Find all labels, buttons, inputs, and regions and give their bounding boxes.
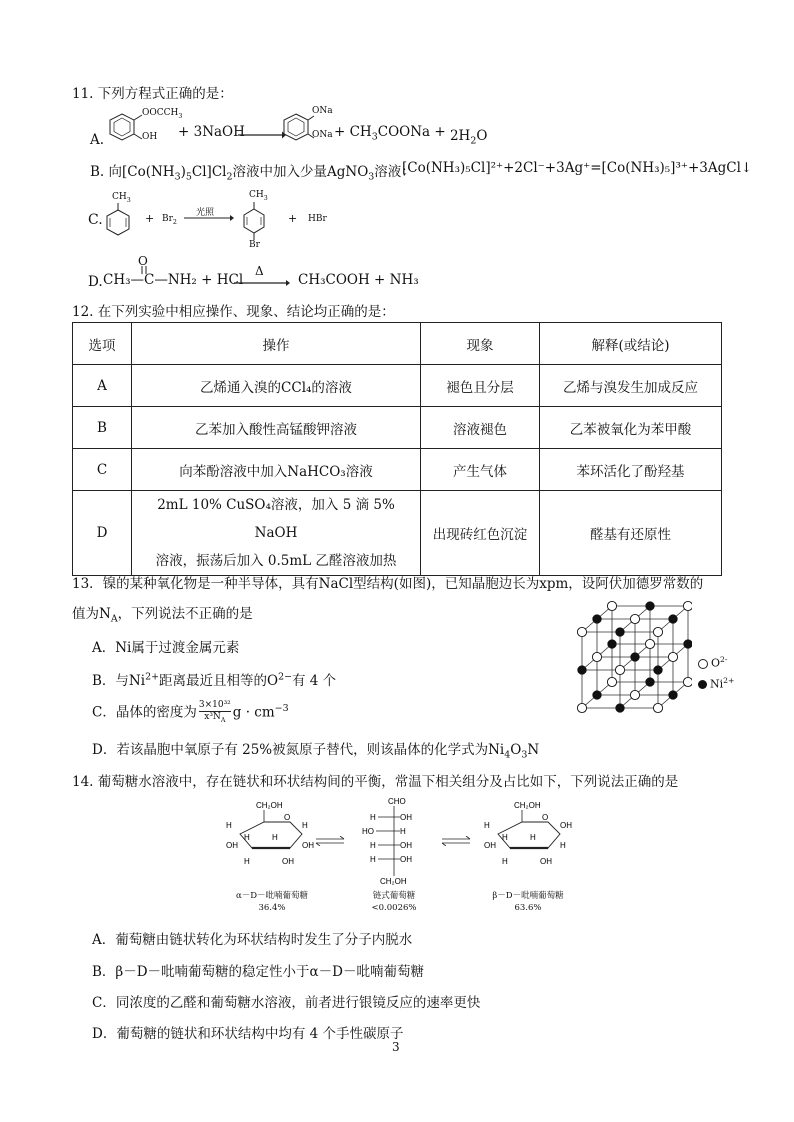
alpha-d-glucopyranose-structure <box>222 798 322 878</box>
equilibrium-arrow-icon <box>440 836 472 846</box>
table-row <box>73 449 722 491</box>
q11-c-ch3-2: $CH_3$ <box>249 190 268 202</box>
q11-a-oocch3: $OOCCH_3$ <box>142 108 183 120</box>
svg-text:CH₂OH: CH₂OH <box>514 801 541 810</box>
col-header-operation: 操作 <box>132 323 421 365</box>
q11-c-br: Br <box>249 240 260 250</box>
cell-phenomenon: 出现砖红色沉淀 <box>421 491 540 576</box>
nickel-ion-atom <box>646 678 654 686</box>
q13-option-a: A．Ni属于过渡金属元素 <box>92 640 240 656</box>
q11-c-plus2: + <box>288 212 298 225</box>
q11-a-oh: OH <box>142 132 158 142</box>
q11-d-label: D. <box>88 274 103 290</box>
oxide-ion-atom <box>592 652 601 661</box>
svg-text:H: H <box>502 833 508 842</box>
q12-stem: 12. 在下列实验中相应操作、现象、结论均正确的是： <box>72 304 395 320</box>
legend-oxide: $O^{2-}$ <box>698 655 728 670</box>
black-circle-icon <box>698 680 707 689</box>
q11-stem: 11. 下列方程式正确的是： <box>72 86 233 102</box>
q11-b: B. 向$[Co(NH_3)_5Cl]Cl_2$溶液中加入少量AgNO$_3$溶液： <box>90 164 415 183</box>
q14-option-a: A．葡萄糖由链状转化为环状结构时发生了分子内脱水 <box>92 932 413 948</box>
q11-d-oxygen: O <box>138 254 148 268</box>
alpha-caption: α－D－吡喃葡萄糖 36.4% <box>235 891 309 913</box>
cell-option: C <box>73 449 132 491</box>
svg-text:O: O <box>542 813 549 822</box>
q14-option-c: C．同浓度的乙醛和葡萄糖水溶液，前者进行银镜反应的速率更快 <box>92 995 481 1011</box>
nickel-ion-atom <box>631 653 639 661</box>
svg-text:OH: OH <box>226 841 238 850</box>
legend-nickel: $Ni^{2+}$ <box>698 676 735 691</box>
oxide-ion-atom <box>645 639 654 648</box>
nickel-ion-atom <box>646 602 654 610</box>
oxide-ion-atom <box>653 703 662 712</box>
nickel-ion-atom <box>608 640 616 648</box>
svg-text:OH: OH <box>400 855 412 864</box>
svg-text:OH: OH <box>540 857 552 866</box>
q12-table <box>72 322 722 576</box>
nickel-ion-atom <box>616 628 624 636</box>
cell-phenomenon: 褪色且分层 <box>421 365 540 407</box>
cell-conclusion: 醛基有还原性 <box>540 491 722 576</box>
col-header-option: 选项 <box>73 323 132 365</box>
svg-text:OH: OH <box>560 821 572 830</box>
cell-option: D <box>73 491 132 576</box>
oxide-ion-atom <box>683 677 692 686</box>
oxide-ion-atom <box>607 677 616 686</box>
svg-text:H: H <box>272 833 278 842</box>
reaction-arrow-icon <box>238 130 286 140</box>
oxide-ion-atom <box>607 601 616 610</box>
q11-c-br2: $Br_2$ <box>162 214 177 226</box>
oxide-ion-atom <box>577 703 586 712</box>
q13-stem-line1: 13．镍的某种氧化物是一种半导体，具有NaCl型结构(如图)，已知晶胞边长为xpm，设阿伏加德罗常数的 <box>72 576 704 592</box>
table-row <box>73 491 722 576</box>
svg-text:OH: OH <box>484 841 496 850</box>
q11-c-condition: 光照 <box>196 208 215 218</box>
equilibrium-arrow-icon <box>314 836 346 846</box>
cell-operation: 2mL 10% CuSO₄溶液，加入 5 滴 5% NaOH 溶液，振荡后加入 0.5mL 乙醛溶液加热 <box>132 491 421 576</box>
q11-d-delta: Δ <box>255 264 264 278</box>
q11-a-naoh: + 3NaOH <box>178 124 245 140</box>
svg-text:H: H <box>370 841 376 850</box>
nickel-ion-atom <box>669 691 677 699</box>
page-number: 3 <box>392 1040 400 1054</box>
cell-phenomenon: 溶液褪色 <box>421 407 540 449</box>
q11-a-ona-1: ONa <box>312 106 333 116</box>
svg-text:H: H <box>302 821 308 830</box>
nacl-crystal-lattice-figure <box>572 596 692 722</box>
svg-text:H: H <box>244 833 250 842</box>
svg-text:H: H <box>560 841 566 850</box>
q14-option-d: D．葡萄糖的链状和环状结构中均有 4 个手性碳原子 <box>92 1026 404 1042</box>
col-header-conclusion: 解释(或结论) <box>540 323 722 365</box>
svg-text:CHO: CHO <box>388 797 406 806</box>
q11-c-hbr: HBr <box>308 214 327 224</box>
q11-b-equation: [Co(NH₃)₅Cl]²⁺+2Cl⁻+3Ag⁺=[Co(NH₃)₅]³⁺+3AgCl↓ <box>402 160 753 176</box>
svg-text:CH₂OH: CH₂OH <box>380 877 407 886</box>
reaction-arrow-icon <box>184 214 234 222</box>
oxide-ion-atom <box>630 690 639 699</box>
svg-text:H: H <box>226 821 232 830</box>
q13-option-b: B．与$Ni^{2+}$距离最近且相等的$O^{2-}$有 4 个 <box>92 671 337 689</box>
svg-text:H: H <box>370 813 376 822</box>
q11-c-ch3-1: $CH_3$ <box>112 192 131 204</box>
q13-stem-line2: 值为$N_A$，下列说法不正确的是 <box>72 606 253 625</box>
cell-conclusion: 苯环活化了酚羟基 <box>540 449 722 491</box>
svg-text:H: H <box>502 857 508 866</box>
cell-option: B <box>73 407 132 449</box>
cell-option: A <box>73 365 132 407</box>
q13-option-c: C．晶体的密度为 $\frac{\text{3×10³²}}{x^3N_A}$ $g \cdot cm^{-3}$ <box>92 700 289 724</box>
white-circle-icon <box>698 659 708 669</box>
q11-a-products: + $CH_3COONa + 2H_2O$ <box>334 124 488 147</box>
beta-caption: β－D－吡喃葡萄糖 63.6% <box>492 891 564 913</box>
nickel-ion-atom <box>593 615 601 623</box>
table-row <box>73 407 722 449</box>
open-chain-glucose-structure <box>360 796 430 888</box>
beta-d-glucopyranose-structure <box>480 798 580 878</box>
oxide-ion-atom <box>683 601 692 610</box>
svg-text:CH₂OH: CH₂OH <box>256 801 283 810</box>
oxide-ion-atom <box>630 614 639 623</box>
q11-a-ona-2: ONa <box>312 130 333 140</box>
q11-c-plus1: + <box>145 212 155 225</box>
cell-conclusion: 乙苯被氧化为苯甲酸 <box>540 407 722 449</box>
q13-option-d: D．若该晶胞中氧原子有 25%被氮原子替代，则该晶体的化学式为$Ni_4O_3N$ <box>92 742 540 761</box>
q11-d-right: CH₃COOH + NH₃ <box>298 272 419 288</box>
svg-text:O: O <box>284 813 291 822</box>
q11-a-label: A. <box>90 132 105 148</box>
cell-conclusion: 乙烯与溴发生加成反应 <box>540 365 722 407</box>
nickel-ion-atom <box>593 691 601 699</box>
q11-d-left: CH₃—C—NH₂ + HCl <box>103 272 244 288</box>
nickel-ion-atom <box>684 640 692 648</box>
svg-text:OH: OH <box>282 857 294 866</box>
cell-operation: 乙烯通入溴的CCl₄的溶液 <box>132 365 421 407</box>
svg-text:OH: OH <box>400 813 412 822</box>
q14-stem: 14. 葡萄糖水溶液中，存在链状和环状结构间的平衡，常温下相关组分及占比如下，下列说法正确的是 <box>72 774 679 790</box>
svg-text:H: H <box>244 857 250 866</box>
nickel-ion-atom <box>669 615 677 623</box>
svg-text:H: H <box>400 827 406 836</box>
svg-text:H: H <box>484 821 490 830</box>
svg-text:HO: HO <box>362 827 374 836</box>
table-row <box>73 365 722 407</box>
cell-operation: 向苯酚溶液中加入NaHCO₃溶液 <box>132 449 421 491</box>
oxide-ion-atom <box>668 652 677 661</box>
chain-caption: 链式葡萄糖 <0.0026% <box>371 891 417 913</box>
nickel-ion-atom <box>578 666 586 674</box>
svg-text:OH: OH <box>302 841 314 850</box>
oxide-ion-atom <box>615 665 624 674</box>
reaction-arrow-icon <box>234 279 290 287</box>
cell-operation: 乙苯加入酸性高锰酸钾溶液 <box>132 407 421 449</box>
col-header-phenomenon: 现象 <box>421 323 540 365</box>
toluene-structure <box>104 198 136 242</box>
cell-phenomenon: 产生气体 <box>421 449 540 491</box>
nickel-ion-atom <box>654 666 662 674</box>
table-header-row <box>73 323 722 365</box>
q11-c-label: C. <box>88 212 103 228</box>
q14-option-b: B．β－D－吡喃葡萄糖的稳定性小于α－D－吡喃葡萄糖 <box>92 964 424 980</box>
oxide-ion-atom <box>653 627 662 636</box>
svg-text:H: H <box>370 855 376 864</box>
oxide-ion-atom <box>577 627 586 636</box>
nickel-ion-atom <box>616 704 624 712</box>
svg-text:H: H <box>530 833 536 842</box>
svg-text:OH: OH <box>400 841 412 850</box>
